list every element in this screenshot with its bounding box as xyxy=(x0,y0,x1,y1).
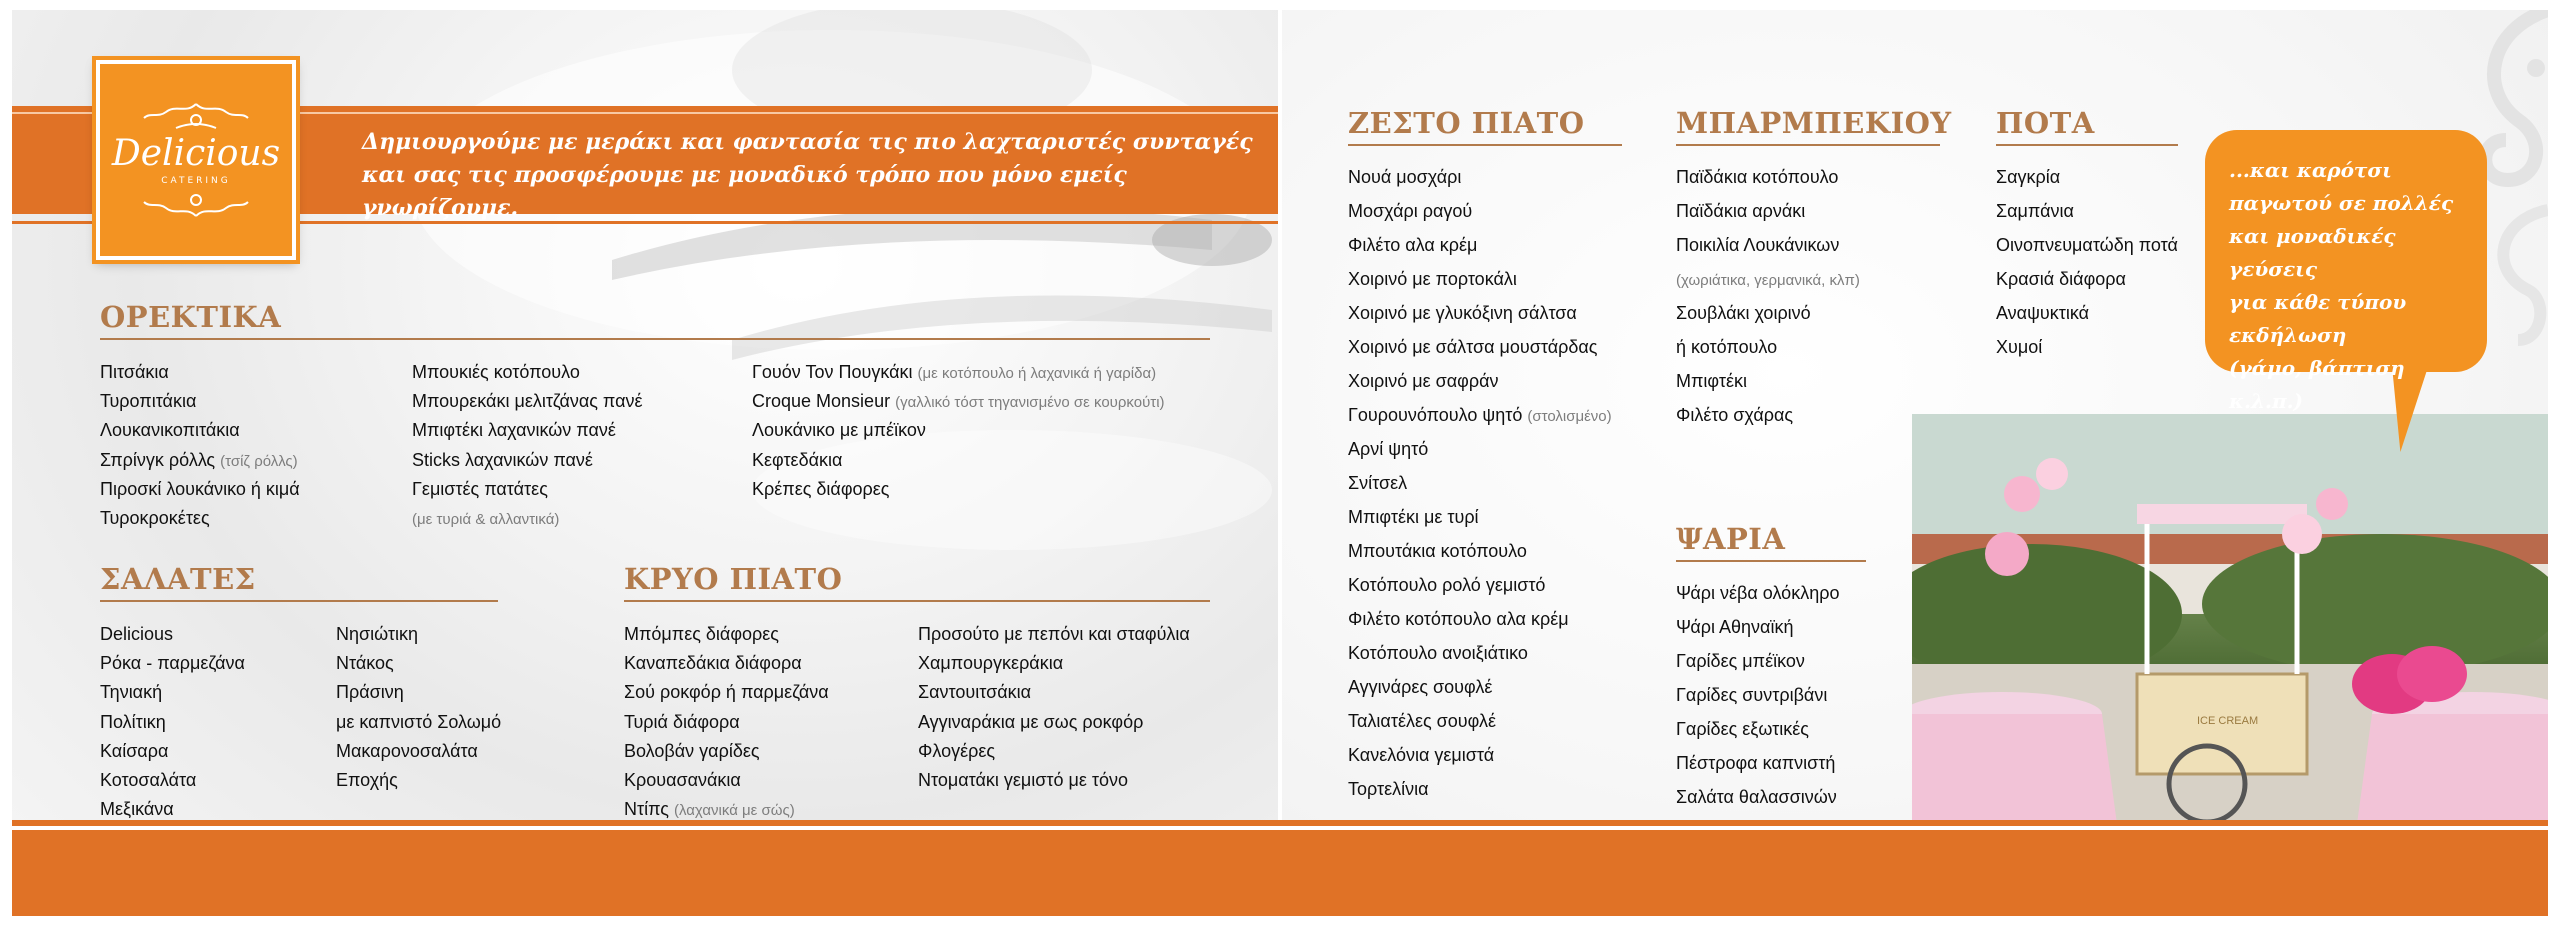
list-item: Φλογέρες xyxy=(918,740,996,761)
psaria-list xyxy=(1676,576,1839,814)
list-item: Χοιρινό με σάλτσα μουστάρδας xyxy=(1348,337,1598,357)
list-item: Αναψυκτικά xyxy=(1996,303,2090,323)
bubble-line: (γάμο, βάπτιση κ.λ.π.) xyxy=(2229,356,2405,413)
right-page xyxy=(1282,10,2548,916)
bubble-line: για κάθε τύπου xyxy=(2229,290,2407,314)
salates-column-1 xyxy=(100,620,245,824)
list-item: Μπουρεκάκι μελιτζάνας πανέ xyxy=(412,391,643,412)
list-item: Φιλέτο σχάρας xyxy=(1676,405,1794,425)
banner-line-1: Δημιουργούμε με μεράκι και φαντασία τις πιο λαχταριστές συνταγές xyxy=(362,129,1253,155)
list-item: Πιτσάκια xyxy=(100,362,169,382)
list-item: Μπιφτέκι με τυρί xyxy=(1348,507,1479,527)
list-item: Πολίτικη xyxy=(100,711,166,732)
list-item-note: (χωριάτικα, γερμανικά, κλπ) xyxy=(1676,272,1860,289)
cart-label: ICE CREAM xyxy=(2197,715,2259,727)
list-item: Μεξικάνα xyxy=(100,799,174,820)
list-item: Μοσχάρι ραγού xyxy=(1348,201,1473,221)
item-note: (με κοτόπουλο ή λαχανικά ή γαρίδα) xyxy=(917,365,1157,382)
list-item: Ντίπς (λαχανικά με σώς) xyxy=(624,799,795,820)
kryo-column-2 xyxy=(918,620,1190,795)
list-item: Κοτοσαλάτα xyxy=(100,769,197,790)
list-item: Χυμοί xyxy=(1996,337,2043,357)
list-item: Σπρίνγκ ρόλλς (τσίζ ρόλλς) xyxy=(100,449,298,470)
list-item: Κεφτεδάκια xyxy=(752,449,843,470)
list-item: Σαμπάνια xyxy=(1996,201,2074,221)
list-item: Κρασιά διάφορα xyxy=(1996,269,2126,289)
item-note: (γαλλικό τόστ τηγανισμένο σε κουρκούτι) xyxy=(895,394,1165,412)
orektika-column-2 xyxy=(412,358,643,533)
list-item: Μακαρονοσαλάτα xyxy=(336,740,478,761)
list-item-note: (με τυριά & αλλαντικά) xyxy=(412,510,560,528)
logo-title: Delicious xyxy=(111,133,281,174)
list-item: Γουρουνόπουλο ψητό (στολισμένο) xyxy=(1348,405,1612,425)
bubble-line: και μοναδικές γεύσεις xyxy=(2229,224,2396,281)
section-title-kryo: ΚΡΥΟ ΠΙΑΤΟ xyxy=(624,562,1210,602)
banner-slogan xyxy=(362,126,1262,225)
list-item: Γεμιστές πατάτες xyxy=(412,478,548,499)
list-item: Κοτόπουλο ανοιξιάτικο xyxy=(1348,643,1528,663)
list-item: Σαλάτα θαλασσινών xyxy=(1676,787,1837,807)
list-item: Σουβλάκι χοιρινό xyxy=(1676,303,1811,323)
list-item: Χοιρινό με γλυκόξινη σάλτσα xyxy=(1348,303,1577,323)
list-item: Τορτελίνια xyxy=(1348,779,1429,799)
list-item: Τυροπιτάκια xyxy=(100,391,197,412)
list-item: Γαρίδες μπέϊκον xyxy=(1676,651,1805,671)
list-item: Κανελόνια γεμιστά xyxy=(1348,745,1495,765)
list-item: Εποχής xyxy=(336,769,398,790)
bubble-line: ...και καρότσι xyxy=(2229,158,2392,182)
left-page xyxy=(12,10,1278,916)
list-item: Τηνιακή xyxy=(100,682,163,703)
list-item: Ψάρι νέβα ολόκληρο xyxy=(1676,583,1840,603)
list-item: με καπνιστό Σολωμό xyxy=(336,711,502,732)
list-item: Πράσινη xyxy=(336,682,404,703)
section-title-orektika: ΟΡΕΚΤΙΚΑ xyxy=(100,300,1210,340)
ice-cream-cart-photo xyxy=(1912,414,2548,836)
list-item: Λουκανικοπιτάκια xyxy=(100,420,240,441)
list-item: Μπιφτέκι λαχανικών πανέ xyxy=(412,420,616,441)
list-item: Σνίτσελ xyxy=(1348,473,1408,493)
list-item: Φιλέτο κοτόπουλο αλα κρέμ xyxy=(1348,609,1569,629)
ice-cream-cart-illustration xyxy=(1912,414,2548,836)
item-note: (λαχανικά με σώς) xyxy=(673,802,795,820)
list-item: Σού ροκφόρ ή παρμεζάνα xyxy=(624,682,829,703)
list-item: Ντάκος xyxy=(336,653,394,674)
item-note: (στολισμένο) xyxy=(1527,408,1612,425)
list-item: Ποικιλία Λουκάνικων xyxy=(1676,235,1840,255)
section-title-pota: ΠΟΤΑ xyxy=(1996,106,2178,146)
kryo-column-1 xyxy=(624,620,829,824)
banner-line-2: και σας τις προσφέρουμε με μοναδικό τρόπο που μόνο εμείς γνωρίζουμε. xyxy=(362,162,1127,221)
list-item: Τυριά διάφορα xyxy=(624,711,740,732)
orektika-column-1 xyxy=(100,358,300,533)
list-item: Γουόν Τον Πουγκάκι (με κοτόπουλο ή λαχανικά ή γαρίδα) xyxy=(752,362,1157,382)
list-item: Μπουτάκια κοτόπουλο xyxy=(1348,541,1527,561)
list-item: Μπιφτέκι xyxy=(1676,371,1747,391)
list-item: Χοιρινό με πορτοκάλι xyxy=(1348,269,1517,289)
orektika-column-3 xyxy=(752,358,1165,504)
section-title-zesto: ΖΕΣΤΟ ΠΙΑΤΟ xyxy=(1348,106,1622,146)
list-item: Σαγκρία xyxy=(1996,167,2061,187)
list-item: Αρνί ψητό xyxy=(1348,439,1429,459)
list-item: Κοτόπουλο ρολό γεμιστό xyxy=(1348,575,1546,595)
list-item: Χαμπουργκεράκια xyxy=(918,653,1064,674)
list-item: Προσούτο με πεπόνι και σταφύλια xyxy=(918,624,1190,644)
bubble-line: παγωτού σε πολλές xyxy=(2229,191,2454,215)
salates-column-2 xyxy=(336,620,501,795)
list-item: Παϊδάκια αρνάκι xyxy=(1676,201,1806,221)
list-item: Ψάρι Αθηναϊκή xyxy=(1676,617,1794,637)
item-note: (τσίζ ρόλλς) xyxy=(220,452,298,470)
list-item: Αγγινάρες σουφλέ xyxy=(1348,677,1493,697)
list-item: Αγγιναράκια με σως ροκφόρ xyxy=(918,711,1144,732)
list-item: Βολοβάν γαρίδες xyxy=(624,740,760,761)
list-item: Κρέπες διάφορες xyxy=(752,478,890,499)
list-item: Σαντουιτσάκια xyxy=(918,682,1032,703)
bottom-orange-band xyxy=(12,826,2548,916)
list-item: Νησιώτικη xyxy=(336,624,419,644)
delicious-logo xyxy=(96,60,296,260)
list-item: Οινοπνευματώδη ποτά xyxy=(1996,235,2178,255)
section-title-psaria: ΨΑΡΙΑ xyxy=(1676,522,1866,562)
list-item: Πιροσκί λουκάνικο ή κιμά xyxy=(100,478,300,499)
pota-list xyxy=(1996,160,2178,364)
list-item: Κρουασανάκια xyxy=(624,769,741,790)
zesto-list xyxy=(1348,160,1612,806)
logo-tagline: CATERING xyxy=(161,176,231,186)
bubble-line: εκδήλωση xyxy=(2229,323,2347,347)
list-item: Τυροκροκέτες xyxy=(100,507,210,528)
list-item: Πέστροφα καπνιστή xyxy=(1676,753,1836,773)
list-item: Sticks λαχανικών πανέ xyxy=(412,449,593,470)
list-item: Ρόκα - παρμεζάνα xyxy=(100,653,245,674)
list-item: Λουκάνικο με μπέϊκον xyxy=(752,420,926,441)
list-item: Delicious xyxy=(100,624,174,644)
list-item: Ντοματάκι γεμιστό με τόνο xyxy=(918,769,1129,790)
list-item: Χοιρινό με σαφράν xyxy=(1348,371,1499,391)
list-item: ή κοτόπουλο xyxy=(1676,337,1778,357)
ornament-bottom-icon xyxy=(136,186,256,220)
list-item: Ταλιατέλες σουφλέ xyxy=(1348,711,1496,731)
list-item: Παϊδάκια κοτόπουλο xyxy=(1676,167,1839,187)
list-item: Καίσαρα xyxy=(100,740,169,761)
section-title-salates: ΣΑΛΑΤΕΣ xyxy=(100,562,498,602)
list-item: Νουά μοσχάρι xyxy=(1348,167,1462,187)
ornament-icon xyxy=(136,100,256,134)
ice-cream-speech-bubble xyxy=(2205,130,2487,413)
list-item: Φιλέτο αλα κρέμ xyxy=(1348,235,1478,255)
list-item: Croque Monsieur (γαλλικό τόστ τηγανισμένο σε κουρκούτι) xyxy=(752,391,1165,412)
list-item: Μπουκιές κοτόπουλο xyxy=(412,362,580,382)
list-item: Μπόμπες διάφορες xyxy=(624,624,779,644)
list-item: Γαρίδες συντριβάνι xyxy=(1676,685,1828,705)
list-item: Καναπεδάκια διάφορα xyxy=(624,653,802,674)
bbq-list xyxy=(1676,160,1860,432)
section-title-bbq: ΜΠΑΡΜΠΕΚΙΟΥ xyxy=(1676,106,1940,146)
list-item: Γαρίδες εξωτικές xyxy=(1676,719,1809,739)
